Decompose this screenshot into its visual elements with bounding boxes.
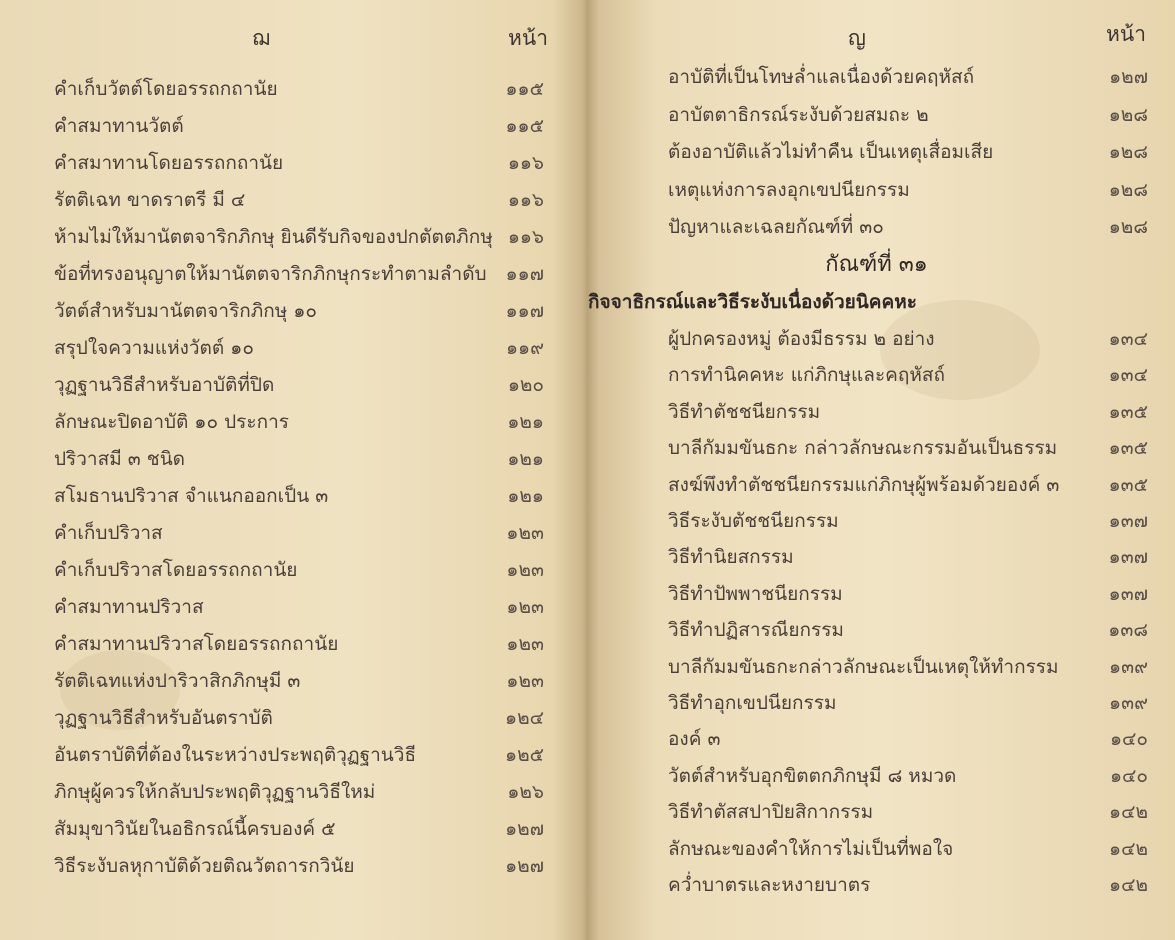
- toc-entry-page-number: ๑๒๑: [507, 485, 544, 507]
- toc-entry-title: องค์ ๓: [668, 728, 721, 751]
- toc-entry-page-number: ๑๒๐: [507, 374, 544, 396]
- toc-entry: [54, 181, 544, 215]
- toc-entry: [54, 477, 544, 511]
- toc-entry-page-number: ๑๑๕: [505, 78, 544, 100]
- toc-entry-page-number: ๑๒๗: [505, 855, 544, 877]
- toc-entry-page-number: ๑๓๔: [1108, 364, 1148, 387]
- toc-entry-page-number: ๑๓๗: [1108, 510, 1148, 532]
- toc-entry-title: วิธีระงับตัชชนียกรรม: [668, 510, 839, 532]
- toc-entry-title: วิธีทำปฏิสารณียกรรม: [668, 619, 844, 642]
- toc-entry: [668, 356, 1148, 390]
- toc-entry-title: วุฏฐานวิธีสำหรับอันตราบัติ: [54, 707, 273, 729]
- toc-entry: [668, 320, 1148, 354]
- toc-entry: [54, 847, 544, 881]
- toc-entry: [668, 757, 1148, 791]
- toc-entry: [668, 393, 1148, 427]
- toc-entry-page-number: ๑๔๒: [1109, 801, 1148, 824]
- toc-entry: [54, 107, 544, 141]
- toc-entry: [668, 575, 1148, 609]
- toc-entry-page-number: ๑๒๓: [506, 596, 544, 618]
- toc-entry: [54, 810, 544, 844]
- toc-entry-title: สัมมุขาวินัยในอธิกรณ์นี้ครบองค์ ๕: [54, 818, 336, 840]
- toc-entry: [54, 588, 544, 622]
- toc-entry-page-number: ๑๒๘: [1108, 103, 1148, 126]
- toc-entry-title: ต้องอาบัติแล้วไม่ทำคืน เป็นเหตุเสื่อมเสีย: [668, 141, 994, 163]
- toc-entry-title: วิธีทำอุกเขปนียกรรม: [668, 692, 837, 714]
- toc-entry-page-number: ๑๒๓: [506, 670, 544, 692]
- toc-entry-page-number: ๑๒๔: [505, 707, 544, 729]
- toc-entry: [668, 171, 1148, 205]
- toc-entry: [668, 611, 1148, 645]
- toc-entry-title: คำเก็บปริวาส: [54, 522, 163, 544]
- toc-entry-title: ห้ามไม่ให้มานัตตจาริกภิกษุ ยินดีรับกิจของปกตัตตภิกษุ: [54, 226, 493, 248]
- toc-entry-page-number: ๑๓๗: [1108, 546, 1148, 569]
- toc-entry-page-number: ๑๒๗: [505, 818, 544, 840]
- toc-entry: [668, 58, 1148, 92]
- toc-entry-title: รัตติเฉท ขาดราตรี มี ๔: [54, 189, 246, 211]
- toc-entry-title: อันตราบัติที่ต้องในระหว่างประพฤติวุฏฐานวิธี: [54, 744, 417, 766]
- toc-entry: [54, 551, 544, 585]
- toc-entry: [54, 699, 544, 733]
- toc-entry-title: ภิกษุผู้ควรให้กลับประพฤติวุฏฐานวิธีใหม่: [54, 781, 376, 803]
- toc-entry: [668, 830, 1148, 864]
- toc-entry-title: อาบัตตาธิกรณ์ระงับด้วยสมถะ ๒: [668, 103, 929, 126]
- toc-entry-title: สงฆ์พึงทำตัชชนียกรรมแก่ภิกษุผู้พร้อมด้วยองค์ ๓: [668, 473, 1060, 496]
- toc-entry-page-number: ๑๒๓: [506, 522, 544, 544]
- toc-entry-title: คำเก็บวัตต์โดยอรรถกถานัย: [54, 78, 278, 100]
- toc-entry-page-number: ๑๓๙: [1109, 655, 1148, 678]
- toc-entry-title: คำสมาทานปริวาสโดยอรรถกถานัย: [54, 633, 339, 655]
- toc-entry-page-number: ๑๒๑: [507, 411, 544, 433]
- toc-entry: [54, 625, 544, 659]
- toc-entry-title: รัตติเฉทแห่งปาริวาสิกภิกษุมี ๓: [54, 670, 301, 692]
- toc-entry: [54, 144, 544, 178]
- toc-entry-title: วิธีทำนิยสกรรม: [668, 546, 794, 569]
- toc-entry: [54, 255, 544, 289]
- toc-entry-page-number: ๑๓๙: [1109, 692, 1148, 714]
- toc-entry-page-number: ๑๒๓: [506, 633, 544, 655]
- toc-entry-page-number: ๑๒๘: [1108, 216, 1148, 238]
- toc-entry-page-number: ๑๔๐: [1109, 728, 1148, 751]
- toc-entry-page-number: ๑๒๖: [507, 781, 544, 803]
- toc-entry-page-number: ๑๓๔: [1108, 328, 1148, 350]
- toc-entry: [668, 720, 1148, 754]
- toc-entry-title: ผู้ปกครองหมู่ ต้องมีธรรม ๒ อย่าง: [668, 328, 935, 350]
- toc-entry-title: ข้อที่ทรงอนุญาตให้มานัตตจาริกภิกษุกระทำตามลำดับ: [54, 263, 487, 285]
- toc-entry-title: ปริวาสมี ๓ ชนิด: [54, 448, 186, 470]
- toc-entry: [668, 866, 1148, 900]
- toc-entry-page-number: ๑๒๕: [505, 744, 544, 766]
- toc-entry-page-number: ๑๒๘: [1108, 178, 1148, 201]
- toc-entry-title: ลักษณะปิดอาบัติ ๑๐ ประการ: [54, 411, 289, 433]
- toc-entry: [54, 662, 544, 696]
- toc-entry-page-number: ๑๔๒: [1109, 837, 1148, 860]
- toc-entry-page-number: ๑๒๓: [506, 559, 544, 581]
- toc-entry-title: บาลีกัมมขันธกะกล่าวลักษณะเป็นเหตุให้ทำกรรม: [668, 655, 1059, 678]
- toc-entry: [668, 133, 1148, 167]
- toc-entry-title: วัตต์สำหรับอุกขิตตกภิกษุมี ๘ หมวด: [668, 764, 957, 787]
- toc-entry-page-number: ๑๑๖: [507, 226, 544, 248]
- page-header-letter: ญ: [848, 26, 866, 50]
- toc-entry-title: คำสมาทานโดยอรรถกถานัย: [54, 152, 284, 174]
- toc-entry-page-number: ๑๒๗: [1109, 66, 1148, 88]
- section-title: กิจจาธิกรณ์และวิธีระงับเนื่องด้วยนิคคหะ: [588, 291, 917, 313]
- toc-entry-title: วุฏฐานวิธีสำหรับอาบัติที่ปิด: [54, 374, 275, 396]
- toc-entry-page-number: ๑๑๖: [507, 189, 544, 211]
- toc-entry-title: คำสมาทานวัตต์: [54, 115, 184, 137]
- toc-entry-title: อาบัติที่เป็นโทษล่ำแลเนื่องด้วยคฤหัสถ์: [668, 66, 975, 88]
- toc-entry: [668, 502, 1148, 536]
- toc-entry-title: บาลีกัมมขันธกะ กล่าวลักษณะกรรมอันเป็นธรรม: [668, 437, 1058, 460]
- toc-entry-title: ลักษณะของคำให้การไม่เป็นที่พอใจ: [668, 837, 954, 860]
- toc-entry-title: วิธีระงับลหุกาบัติด้วยติณวัตถารกวินัย: [54, 855, 355, 877]
- toc-entry-page-number: ๑๒๑: [507, 448, 544, 470]
- toc-entry: [54, 70, 544, 104]
- toc-entry: [54, 403, 544, 437]
- toc-entry: [54, 329, 544, 363]
- toc-entry-page-number: ๑๑๗: [505, 300, 544, 322]
- toc-entry: [668, 466, 1148, 500]
- toc-entry-page-number: ๑๓๕: [1108, 400, 1148, 423]
- chapter-title: กัณฑ์ที่ ๓๑: [825, 252, 928, 277]
- toc-entry: [668, 684, 1148, 718]
- toc-entry: [668, 96, 1148, 130]
- toc-entry: [54, 736, 544, 770]
- toc-entry: [668, 208, 1148, 242]
- toc-entry: [54, 440, 544, 474]
- page-column-label: หน้า: [508, 26, 548, 50]
- toc-entry-page-number: ๑๓๘: [1108, 619, 1148, 642]
- toc-entry: [668, 793, 1148, 827]
- toc-entry-page-number: ๑๓๗: [1108, 582, 1148, 605]
- toc-entry-title: วิธีทำตัสสปาปิยสิกากรรม: [668, 801, 874, 824]
- toc-entry-title: สโมธานปริวาส จำแนกออกเป็น ๓: [54, 485, 329, 507]
- toc-entry-page-number: ๑๑๖: [507, 152, 544, 174]
- toc-entry-title: วิธีทำปัพพาชนียกรรม: [668, 582, 843, 605]
- toc-entry-title: วิธีทำตัชชนียกรรม: [668, 400, 821, 423]
- toc-entry-title: คำสมาทานปริวาส: [54, 596, 204, 618]
- toc-entry: [668, 648, 1148, 682]
- toc-entry-page-number: ๑๑๕: [505, 115, 544, 137]
- toc-entry-page-number: ๑๔๒: [1109, 874, 1148, 896]
- toc-entry: [54, 514, 544, 548]
- toc-entry-title: การทำนิคคหะ แก่ภิกษุและคฤหัสถ์: [668, 364, 945, 387]
- toc-entry: [54, 366, 544, 400]
- page-header-letter: ฌ: [252, 26, 270, 50]
- toc-entry: [668, 429, 1148, 463]
- toc-entry-title: สรุปใจความแห่งวัตต์ ๑๐: [54, 337, 254, 359]
- toc-entry-title: เหตุแห่งการลงอุกเขปนียกรรม: [668, 178, 910, 201]
- toc-entry-page-number: ๑๓๕: [1108, 473, 1148, 496]
- toc-entry-page-number: ๑๔๐: [1109, 764, 1148, 787]
- left-page: [0, 0, 578, 940]
- toc-entry: [54, 773, 544, 807]
- toc-entry-title: คำเก็บปริวาสโดยอรรถกถานัย: [54, 559, 298, 581]
- page-column-label: หน้า: [1106, 22, 1146, 46]
- toc-entry: [54, 292, 544, 326]
- toc-entry-page-number: ๑๓๕: [1108, 437, 1148, 460]
- toc-entry-page-number: ๑๑๗: [505, 263, 544, 285]
- toc-entry: [668, 538, 1148, 572]
- toc-entry-page-number: ๑๒๘: [1108, 141, 1148, 163]
- right-page: [578, 0, 1175, 940]
- toc-entry: [54, 218, 544, 252]
- toc-entry-title: ปัญหาและเฉลยกัณฑ์ที่ ๓๐: [668, 216, 884, 238]
- toc-entry-title: วัตต์สำหรับมานัตตจาริกภิกษุ ๑๐: [54, 300, 318, 322]
- toc-entry-page-number: ๑๑๙: [505, 337, 544, 359]
- toc-entry-title: คว่ำบาตรและหงายบาตร: [668, 874, 871, 896]
